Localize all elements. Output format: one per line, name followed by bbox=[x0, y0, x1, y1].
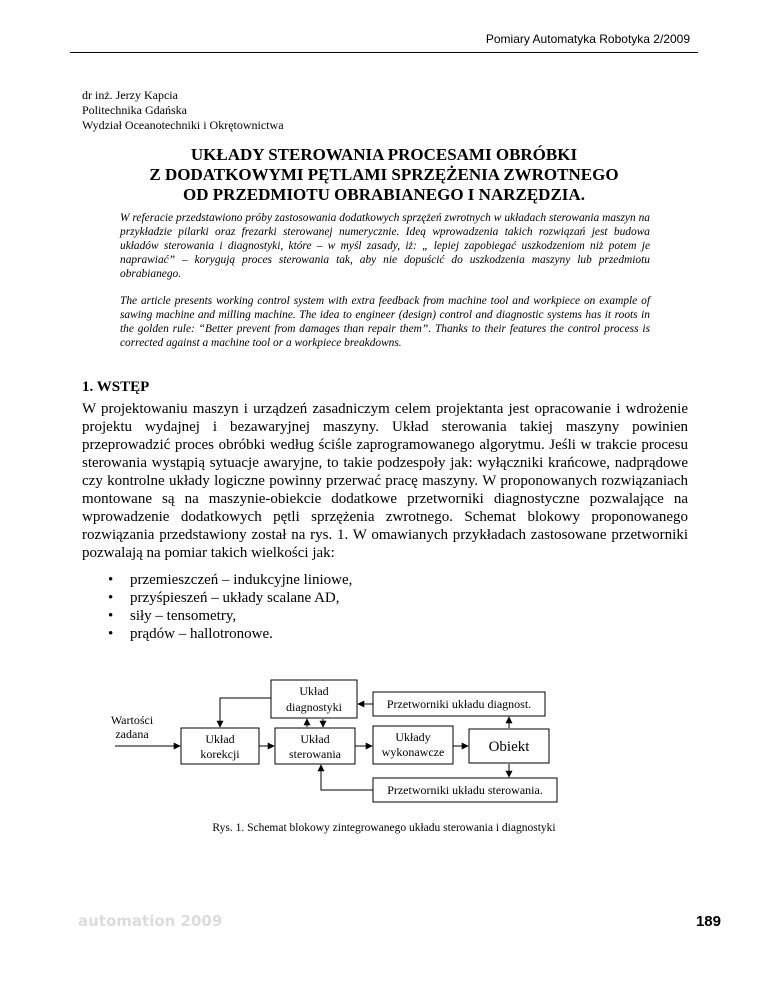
author-affiliation-university: Politechnika Gdańska bbox=[82, 103, 187, 117]
section-heading: 1. WSTĘP bbox=[82, 379, 150, 395]
abstract-polish: W referacie przedstawiono próby zastosowania dodatkowych sprzężeń zwrotnych w układach sterowania maszyn na przykładzie pilarki oraz frezarki sterowanej numerycznie. Ideą wprowadzenia takich rozwiązań jest budowa układów sterowania i diagnostyki, które – w myśl zasady, iż: „ lepiej zapobiegać uszkodzeniom niż potem je naprawiać” – korygują proces sterowania tak, aby nie dopuścić do uszkodzenia maszyny lub przedmiotu obrabianego. bbox=[120, 212, 650, 280]
arrow-diagnostics-to-correction bbox=[220, 698, 271, 727]
list-item: • prądów – hallotronowe. bbox=[100, 625, 352, 643]
correction-label-1: Układ bbox=[205, 732, 235, 746]
block-diagram bbox=[105, 678, 575, 808]
journal-header: Pomiary Automatyka Robotyka 2/2009 bbox=[485, 32, 690, 46]
title-line-1: UKŁADY STEROWANIA PROCESAMI OBRÓBKI bbox=[190, 145, 578, 164]
list-item: • siły – tensometry, bbox=[100, 607, 352, 625]
measurement-list bbox=[100, 571, 352, 643]
actuators-label-2: wykonawcze bbox=[381, 745, 445, 759]
list-item: • przyśpieszeń – układy scalane AD, bbox=[100, 589, 352, 607]
arrow-feedback-to-control bbox=[321, 765, 373, 790]
diag-transducers-label: Przetworniki układu diagnost. bbox=[386, 697, 532, 711]
diagnostics-label-1: Układ bbox=[299, 684, 329, 698]
abstract-english: The article presents working control system with extra feedback from machine tool and workpiece on example of sawing machine and milling machine. The idea to engineer (design) control and diagnostic systems has it roots in the golden rule: “Better prevent from damages than repair them”. Thanks to their features the control process is corrected against a machine tool or a workpiece breakdowns. bbox=[120, 295, 650, 349]
correction-label-2: korekcji bbox=[200, 747, 240, 761]
figure-caption: Rys. 1. Schemat blokowy zintegrowanego układu sterowania i diagnostyki bbox=[212, 822, 556, 834]
conference-watermark: automation 2009 bbox=[78, 912, 223, 930]
control-label-2: sterowania bbox=[289, 747, 341, 761]
control-label-1: Układ bbox=[300, 732, 330, 746]
running-header bbox=[0, 32, 768, 54]
author-affiliation-faculty: Wydział Oceanotechniki i Okrętownictwa bbox=[82, 118, 284, 132]
list-item: • przemieszczeń – indukcyjne liniowe, bbox=[100, 571, 352, 589]
title-line-3: OD PRZEDMIOTU OBRABIANEGO I NARZĘDZIA. bbox=[183, 185, 585, 204]
author-name: dr inż. Jerzy Kapcia bbox=[82, 88, 178, 102]
page-number: 189 bbox=[695, 913, 721, 930]
object-label: Obiekt bbox=[488, 739, 530, 755]
paper-title bbox=[80, 145, 688, 205]
input-label-1: Wartości bbox=[110, 713, 154, 727]
header-rule bbox=[70, 52, 698, 53]
author-block bbox=[82, 88, 284, 133]
intro-paragraph: W projektowaniu maszyn i urządzeń zasadniczym celem projektanta jest opracowanie i wdrożenie projektu wydajnej i bezawaryjnej maszyny. Układ sterowania takiej maszyny powinien przeprowadzić proces obróbki według ściśle zaprogramowanego algorytmu. Jeśli w trakcie procesu sterowania wystąpią sytuacje awaryjne, to takie podzespoły jak: wyłączniki krańcowe, nadprądowe czy kontrolne układy logiczne powinny przerwać pracę maszyny. W proponowanych rozwiązaniach montowane są na maszynie-obiekcie dodatkowe przetworniki diagnostyczne pozwalające na wprowadzenie dodatkowych pętli sprzężenia zwrotnego. Schemat blokowy proponowanego rozwiązania przedstawiony został na rys. 1. W omawianych przykładach zastosowane przetworniki pozwalają na pomiar takich wielkości jak: bbox=[82, 401, 688, 561]
ctrl-transducers-label: Przetworniki układu sterowania. bbox=[387, 783, 543, 797]
diagnostics-label-2: diagnostyki bbox=[286, 700, 342, 714]
input-label-2: zadana bbox=[115, 727, 149, 741]
actuators-label-1: Układy bbox=[395, 730, 431, 744]
title-line-2: Z DODATKOWYMI PĘTLAMI SPRZĘŻENIA ZWROTNEGO bbox=[149, 165, 619, 184]
